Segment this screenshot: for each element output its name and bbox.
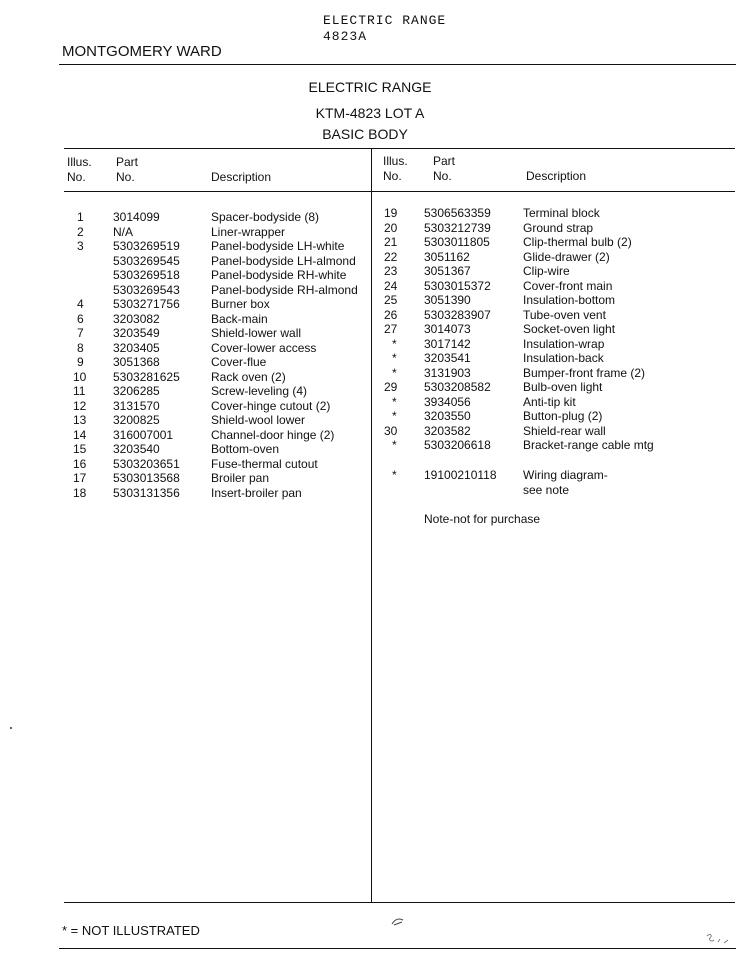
right-illus-header-line1: Illus. (383, 154, 408, 168)
illus-number: 21 (384, 235, 398, 249)
purchase-note-text: Note-not for purchase (424, 512, 541, 526)
part-description: Panel-bodyside LH-white (211, 239, 345, 253)
part-description: Cover-front main (523, 278, 613, 293)
part-number: 5303013568 (113, 471, 180, 485)
part-description: Cover-flue (211, 355, 267, 369)
part-description: Button-plug (2) (523, 409, 603, 423)
illus-number: 20 (384, 220, 398, 235)
part-number: 3203582 (424, 423, 471, 438)
illus-number: 25 (384, 293, 398, 307)
table-bottom-rule (64, 902, 735, 903)
part-description: Insulation-back (523, 351, 604, 365)
part-number: 3203405 (113, 340, 160, 355)
illus-number: 19 (384, 206, 398, 220)
right-illus-header-line2: No. (383, 169, 402, 183)
part-number: 19100210118 (424, 468, 497, 482)
illus-number: 17 (73, 471, 87, 485)
left-part-header-line2: No. (116, 170, 135, 184)
part-description: Tube-oven vent (523, 307, 606, 322)
illus-number: * (392, 351, 397, 365)
part-number: 5303212739 (424, 220, 491, 235)
part-description: Clip-thermal bulb (2) (523, 235, 632, 249)
header-bottom-rule (64, 191, 735, 192)
part-description: Channel-door hinge (2) (211, 427, 335, 442)
table-top-rule (64, 148, 735, 149)
illus-number: 6 (77, 311, 84, 326)
illus-number: 15 (73, 442, 87, 456)
illus-number: 8 (77, 340, 84, 355)
brand-name: MONTGOMERY WARD (62, 43, 222, 60)
part-description: Clip-wire (523, 264, 570, 278)
part-number: 5303283907 (424, 307, 491, 322)
illus-number: 4 (77, 297, 84, 311)
illus-number: * (392, 336, 397, 351)
illus-number: 9 (77, 355, 84, 369)
part-description: Panel-bodyside RH-almond (211, 282, 358, 297)
part-number: 5303011805 (424, 235, 490, 249)
part-description: Shield-lower wall (211, 326, 302, 340)
illus-number: 16 (73, 456, 87, 471)
part-number: 3131903 (424, 365, 471, 380)
typed-header-model: 4823A (323, 29, 368, 44)
typed-header-title: ELECTRIC RANGE (323, 13, 447, 28)
part-number: 3051367 (424, 264, 471, 278)
part-description: Broiler pan (211, 471, 270, 485)
part-description: Terminal block (523, 206, 600, 220)
illus-number: 3 (77, 239, 84, 253)
part-number: 3014073 (424, 322, 471, 336)
illus-number: 24 (384, 278, 398, 293)
left-description-header: Description (211, 170, 272, 184)
right-description-header: Description (526, 169, 587, 183)
part-description: Panel-bodyside RH-white (211, 268, 347, 282)
part-number: 3051162 (424, 249, 470, 264)
illus-number: 22 (384, 249, 398, 264)
left-part-header-line1: Part (116, 155, 139, 169)
right-part-header-line1: Part (433, 154, 456, 168)
part-number: 5303269519 (113, 239, 180, 253)
part-description: Glide-drawer (2) (523, 249, 610, 264)
part-number: N/A (113, 224, 134, 239)
illus-number: 11 (73, 384, 86, 398)
part-number: 5303131356 (113, 485, 180, 500)
part-number: 5303269543 (113, 282, 180, 297)
part-description: Shield-rear wall (523, 423, 606, 438)
part-number: 5303203651 (113, 456, 180, 471)
part-number: 3131570 (113, 398, 160, 413)
part-description: Shield-wool lower (211, 413, 306, 427)
center-divider (371, 148, 372, 902)
part-description: Bottom-oven (211, 442, 280, 456)
part-description: Spacer-bodyside (8) (211, 210, 320, 224)
part-description: Rack oven (2) (211, 369, 286, 384)
part-description: Bracket-range cable mtg (523, 438, 654, 452)
part-description: Bulb-oven light (523, 380, 603, 394)
part-description: Cover-hinge cutout (2) (211, 398, 331, 413)
part-number: 5303269518 (113, 268, 180, 282)
illus-number: 13 (73, 413, 87, 427)
left-part-header (116, 155, 138, 185)
part-description: Insulation-bottom (523, 293, 616, 307)
part-description: Anti-tip kit (523, 394, 576, 409)
part-number: 3017142 (424, 336, 471, 351)
scan-speck (10, 727, 12, 729)
illus-number: 29 (384, 380, 398, 394)
left-illus-header-line2: No. (67, 170, 86, 184)
part-description: Fuse-thermal cutout (211, 456, 318, 471)
part-number: 3051390 (424, 293, 471, 307)
model-lot: KTM-4823 LOT A (315, 105, 425, 121)
illus-number: * (392, 468, 397, 482)
section-title: BASIC BODY (322, 126, 408, 142)
not-illustrated-legend: * = NOT ILLUSTRATED (62, 923, 200, 938)
right-part-header (433, 154, 455, 184)
illus-number: 10 (73, 369, 87, 384)
illus-number: 12 (73, 398, 87, 413)
part-number: 3200825 (113, 413, 160, 427)
left-illus-header-line1: Illus. (67, 155, 92, 169)
illus-number: 26 (384, 307, 398, 322)
part-description: Bumper-front frame (2) (523, 365, 646, 380)
part-description: Back-main (211, 311, 268, 326)
illus-number: 14 (73, 427, 87, 442)
part-description: Screw-leveling (4) (211, 384, 308, 398)
illus-number: * (392, 409, 397, 423)
illus-number: 2 (77, 224, 84, 239)
illus-number: 23 (384, 264, 398, 278)
part-number: 3203541 (424, 351, 471, 365)
part-number: 3203540 (113, 442, 160, 456)
footer-rule (59, 948, 736, 949)
scan-corner-mark (704, 930, 738, 948)
part-description: Insert-broiler pan (211, 485, 302, 500)
page-title: ELECTRIC RANGE (308, 79, 432, 95)
part-number: 3206285 (113, 384, 160, 398)
part-number: 3203549 (113, 326, 160, 340)
part-description: Liner-wrapper (211, 224, 286, 239)
left-illus-header (67, 155, 92, 185)
part-number: 5303015372 (424, 278, 491, 293)
part-number: 5306563359 (424, 206, 491, 220)
illus-number: 7 (77, 326, 84, 340)
part-number: 5303206618 (424, 438, 491, 452)
brand-rule (59, 64, 736, 65)
illus-number: 30 (384, 423, 398, 438)
part-number: 3051368 (113, 355, 160, 369)
part-description-continued: see note (523, 482, 570, 497)
illus-number: 27 (384, 322, 398, 336)
part-number: 3014099 (113, 210, 160, 224)
part-description: Ground strap (523, 220, 594, 235)
part-number: 3203082 (113, 311, 160, 326)
part-description: Socket-oven light (523, 322, 616, 336)
right-illus-header (383, 154, 408, 184)
scan-squiggle-mark (390, 915, 406, 927)
part-number: 5303208582 (424, 380, 491, 394)
part-number: 5303281625 (113, 369, 180, 384)
part-description: Burner box (211, 297, 270, 311)
illus-number: * (392, 365, 397, 380)
part-description: Cover-lower access (211, 340, 317, 355)
part-description: Panel-bodyside LH-almond (211, 253, 356, 268)
illus-number: * (392, 394, 397, 409)
part-number: 316007001 (113, 427, 174, 442)
right-part-header-line2: No. (433, 169, 452, 183)
part-description: Insulation-wrap (523, 336, 605, 351)
part-description: Wiring diagram- (523, 468, 608, 482)
part-number: 5303269545 (113, 253, 180, 268)
illus-number: 18 (73, 485, 87, 500)
part-number: 5303271756 (113, 297, 180, 311)
part-number: 3934056 (424, 394, 471, 409)
illus-number: 1 (77, 210, 84, 224)
part-number: 3203550 (424, 409, 471, 423)
illus-number: * (392, 438, 397, 452)
